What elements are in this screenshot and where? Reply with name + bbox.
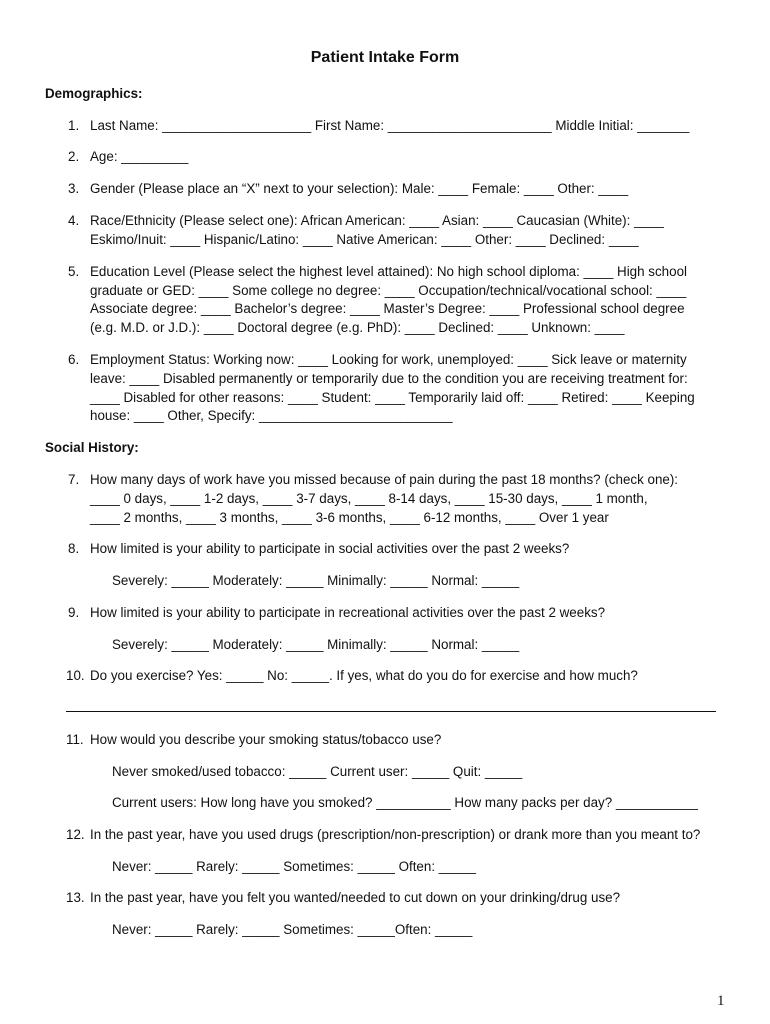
q4-line-2[interactable]: Eskimo/Inuit: ____ Hispanic/Latino: ____ Native American: ____ Other: ____ Declined: ____ [90,232,639,247]
q11-question: How would you describe your smoking status/tobacco use? [90,732,442,747]
q10-number: 10. [66,668,85,683]
q5-line-2[interactable]: graduate or GED: ____ Some college no degree: ____ Occupation/technical/vocational school: ____ [90,283,687,298]
q8-question: How limited is your ability to participate in social activities over the past 2 weeks? [90,541,570,556]
q1-number: 1. [68,118,80,133]
q5-number: 5. [68,264,80,279]
q8-number: 8. [68,541,80,556]
q7-line-1: How many days of work have you missed because of pain during the past 18 months? (check one): [90,472,679,487]
q11-number: 11. [66,732,84,747]
q8-options[interactable]: Severely: _____ Moderately: _____ Minimally: _____ Normal: _____ [112,573,520,588]
q13-question: In the past year, have you felt you wanted/needed to cut down on your drinking/drug use? [90,890,621,905]
page-number: 1 [717,993,725,1009]
q12-question: In the past year, have you used drugs (prescription/non-prescription) or drank more than you meant to? [90,827,701,842]
q4-number: 4. [68,213,80,228]
q11-options-2[interactable]: Current users: How long have you smoked? __________ How many packs per day? ___________ [112,795,698,810]
q9-question: How limited is your ability to participate in recreational activities over the past 2 weeks? [90,605,606,620]
q1-line-1[interactable]: Last Name: ____________________ First Name: ______________________ Middle Initial: _______ [90,118,690,133]
q4-line-1[interactable]: Race/Ethnicity (Please select one): African American: ____ Asian: ____ Caucasian (White): ____ [90,213,664,228]
q3-line-1[interactable]: Gender (Please place an “X” next to your selection): Male: ____ Female: ____ Other: ____ [90,181,629,196]
q10-question[interactable]: Do you exercise? Yes: _____ No: _____. If yes, what do you do for exercise and how much? [90,668,638,683]
q6-line-2[interactable]: leave: ____ Disabled permanently or temporarily due to the condition you are receiving treatment for: [90,371,688,386]
q3-number: 3. [68,181,80,196]
page-title: Patient Intake Form [310,49,460,66]
q10-answer-line[interactable] [66,711,716,712]
q9-options[interactable]: Severely: _____ Moderately: _____ Minimally: _____ Normal: _____ [112,637,520,652]
q2-line-1[interactable]: Age: _________ [90,149,189,164]
q6-line-3[interactable]: ____ Disabled for other reasons: ____ Student: ____ Temporarily laid off: ____ Retired: ____ Keeping [90,390,695,405]
section-demographics: Demographics: [45,86,143,101]
q12-number: 12. [66,827,85,842]
q2-number: 2. [68,149,80,164]
q7-line-2[interactable]: ____ 0 days, ____ 1-2 days, ____ 3-7 days, ____ 8-14 days, ____ 15-30 days, ____ 1 month, [90,491,648,506]
q6-line-4[interactable]: house: ____ Other, Specify: __________________________ [90,408,453,423]
q6-line-1[interactable]: Employment Status: Working now: ____ Looking for work, unemployed: ____ Sick leave or maternity [90,352,687,367]
q5-line-3[interactable]: Associate degree: ____ Bachelor’s degree: ____ Master’s Degree: ____ Professional school degree [90,301,685,316]
q9-number: 9. [68,605,80,620]
q6-number: 6. [68,352,80,367]
q13-options[interactable]: Never: _____ Rarely: _____ Sometimes: _____Often: _____ [112,922,473,937]
q12-options[interactable]: Never: _____ Rarely: _____ Sometimes: _____ Often: _____ [112,859,477,874]
q7-number: 7. [68,472,80,487]
q5-line-1[interactable]: Education Level (Please select the highest level attained): No high school diploma: ____ High school [90,264,687,279]
q13-number: 13. [66,890,85,905]
q11-options[interactable]: Never smoked/used tobacco: _____ Current user: _____ Quit: _____ [112,764,523,779]
q7-line-3[interactable]: ____ 2 months, ____ 3 months, ____ 3-6 months, ____ 6-12 months, ____ Over 1 year [90,510,609,525]
q5-line-4[interactable]: (e.g. M.D. or J.D.): ____ Doctoral degree (e.g. PhD): ____ Declined: ____ Unknown: ____ [90,320,625,335]
section-social-history: Social History: [45,440,139,455]
